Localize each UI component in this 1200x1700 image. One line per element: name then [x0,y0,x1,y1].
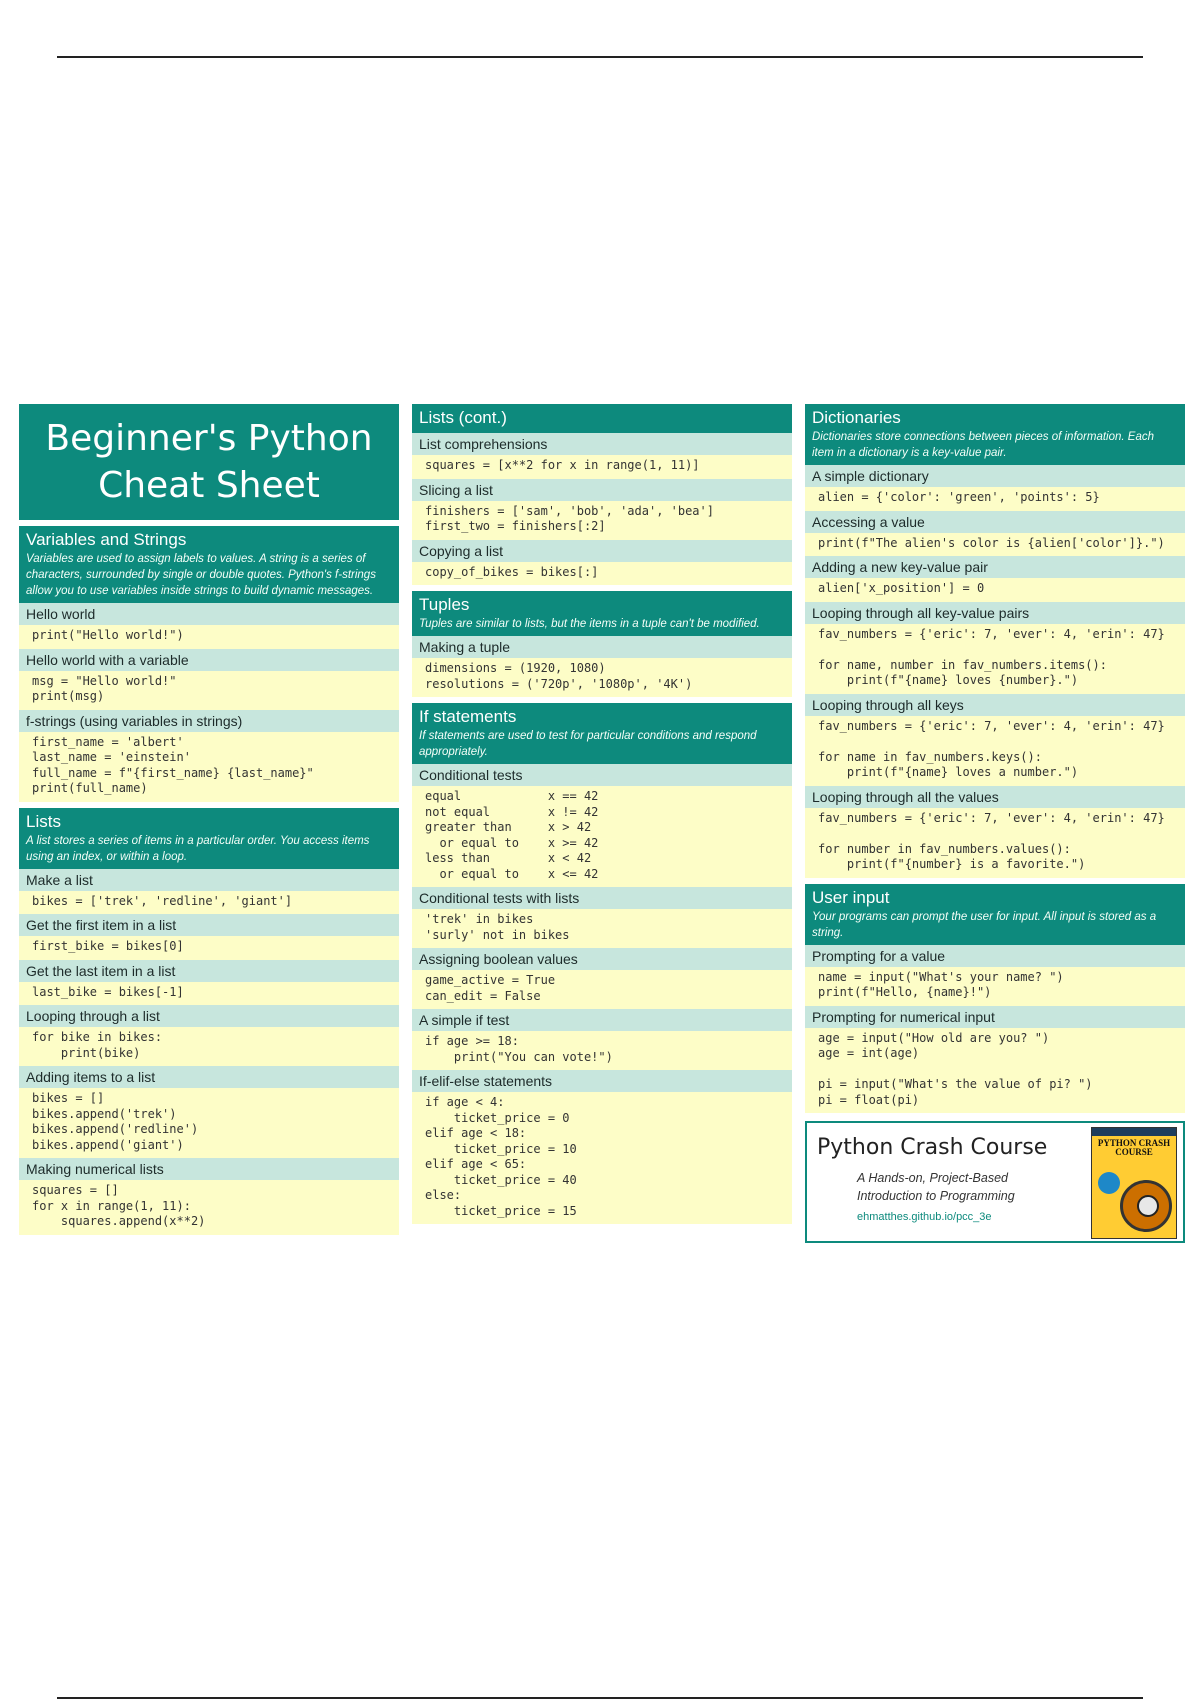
subsection-heading: Adding items to a list [19,1066,399,1088]
section-title: Lists [26,811,61,831]
subsection-heading: A simple if test [412,1009,792,1031]
subsection-heading: Get the first item in a list [19,914,399,936]
section-header [805,884,1185,945]
code-example: squares = [] for x in range(1, 11): squares.append(x**2) [32,1183,206,1228]
section-title: Lists (cont.) [419,408,507,427]
subsection-heading: Hello world with a variable [19,649,399,671]
promo-url-link[interactable]: ehmatthes.github.io/pcc_3e [857,1211,992,1223]
subsection-heading: Accessing a value [805,511,1185,533]
subsection-heading: Prompting for numerical input [805,1006,1185,1028]
section-description: A list stores a series of items in a particular order. You access items using an index, or within a loop. [26,834,370,863]
code-example: first_name = 'albert' last_name = 'einstein' full_name = f"{first_name} {last_name}" print(full_name) [32,734,314,795]
subsection-heading: Get the last item in a list [19,960,399,982]
book-cover-band [1092,1128,1176,1136]
section-header [19,526,399,603]
code-example: if age < 4: ticket_price = 0 elif age < 18: ticket_price = 10 elif age < 65: ticket_price = 40 else: ticket_price = 15 [425,1095,577,1218]
code-example: if age >= 18: print("You can vote!") [425,1034,613,1064]
subsection-heading: Copying a list [412,540,792,562]
code-example: dimensions = (1920, 1080) resolutions = ('720p', '1080p', '4K') [425,661,693,691]
section-title: If statements [419,707,517,726]
section-title: User input [812,887,890,907]
code-example: 'trek' in bikes 'surly' not in bikes [425,912,570,942]
subsection-heading: Hello world [19,603,399,625]
subsection-heading: Slicing a list [412,479,792,501]
column-1-sections [19,526,399,1241]
subsection-heading: A simple dictionary [805,465,1185,487]
code-example: fav_numbers = {'eric': 7, 'ever': 4, 'erin': 47} for number in fav_numbers.values(): print(f"{number} is a favorite.") [818,810,1165,871]
code-example: fav_numbers = {'eric': 7, 'ever': 4, 'erin': 47} for name, number in fav_numbers.items(): print(f"{name} loves {number}.") [818,626,1165,687]
section-title: Tuples [419,595,470,614]
code-example: last_bike = bikes[-1] [32,984,184,999]
book-cover-title: PYTHON CRASH COURSE [1097,1138,1171,1157]
code-example: bikes = ['trek', 'redline', 'giant'] [32,893,293,908]
subsection-heading: List comprehensions [412,433,792,455]
title-line-2: Cheat Sheet [98,465,320,506]
section-description: Tuples are similar to lists, but the items in a tuple can't be modified. [419,618,760,630]
subsection-heading: If-elif-else statements [412,1070,792,1092]
section-title: Variables and Strings [26,530,187,549]
section-lists-cont [412,404,792,585]
book-cover-snake-art-icon [1120,1180,1172,1232]
cheat-sheet [19,404,1186,1294]
section-dictionaries [805,404,1185,878]
section-lists [19,808,399,1235]
code-example: print("Hello world!") [32,628,184,642]
subsection-heading: f-strings (using variables in strings) [19,710,399,732]
code-example: age = input("How old are you? ") age = int(age) pi = input("What's the value of pi? ") pi = float(pi) [818,1030,1093,1107]
subsection-heading: Looping through all key-value pairs [805,602,1185,624]
promo-title: Python Crash Course [817,1135,1048,1160]
subsection-heading: Making numerical lists [19,1158,399,1180]
promo-subtitle-line-1: A Hands-on, Project-Based [857,1171,1009,1185]
subsection-heading: Conditional tests [412,764,792,786]
book-edition-badge-icon [1098,1172,1120,1194]
column-1 [19,404,399,1241]
code-example: equal x == 42 not equal x != 42 greater than x > 42 or equal to x >= 42 less than x < 42 or equal to x <= 42 [425,789,599,881]
column-3 [805,404,1185,1243]
cheat-sheet-title [19,404,399,520]
section-header [412,404,792,433]
subsection-heading: Conditional tests with lists [412,887,792,909]
subsection-heading: Making a tuple [412,636,792,658]
column-2-sections [412,404,792,1230]
section-description: Your programs can prompt the user for input. All input is stored as a string. [812,910,1157,939]
code-example: finishers = ['sam', 'bob', 'ada', 'bea'] first_two = finishers[:2] [425,503,714,533]
book-promo [805,1121,1185,1243]
section-header [19,808,399,869]
code-example: msg = "Hello world!" print(msg) [32,673,177,703]
subsection-heading: Looping through a list [19,1005,399,1027]
column-2 [412,404,792,1230]
code-example: for bike in bikes: print(bike) [32,1030,163,1060]
book-cover-image [1091,1127,1177,1239]
section-header [412,591,792,636]
code-example: print(f"The alien's color is {alien['color']}.") [818,535,1165,550]
code-example: fav_numbers = {'eric': 7, 'ever': 4, 'erin': 47} for name in fav_numbers.keys(): print(f"{name} loves a number.") [818,718,1165,779]
section-tuples [412,591,792,697]
section-variables-and-strings [19,526,399,802]
title-line-1: Beginner's Python [45,418,373,459]
subsection-heading: Adding a new key-value pair [805,556,1185,578]
bottom-rule [57,1697,1143,1699]
column-3-sections [805,404,1185,1119]
subsection-heading: Make a list [19,869,399,891]
code-example: alien = {'color': 'green', 'points': 5} [818,490,1100,504]
section-description: Variables are used to assign labels to values. A string is a series of characters, surrounded by single or double quotes. Python's f-strings allow you to use variables inside strings to build dynamic messages. [26,553,376,597]
section-user-input [805,884,1185,1114]
subsection-heading: Looping through all keys [805,694,1185,716]
code-example: copy_of_bikes = bikes[:] [425,564,599,579]
promo-subtitle-line-2: Introduction to Programming [857,1189,1015,1203]
code-example: first_bike = bikes[0] [32,939,184,953]
promo-subtitle [857,1169,1015,1205]
subsection-heading: Prompting for a value [805,945,1185,967]
code-example: alien['x_position'] = 0 [818,581,985,595]
code-example: name = input("What's your name? ") print(f"Hello, {name}!") [818,969,1064,999]
subsection-heading: Assigning boolean values [412,948,792,970]
section-header [805,404,1185,465]
code-example: squares = [x**2 for x in range(1, 11)] [425,458,700,472]
section-header [412,703,792,764]
section-description: Dictionaries store connections between pieces of information. Each item in a dictionary is a key-value pair. [812,431,1154,459]
code-example: game_active = True can_edit = False [425,973,556,1003]
section-if-statements [412,703,792,1224]
subsection-heading: Looping through all the values [805,786,1185,808]
code-example: bikes = [] bikes.append('trek') bikes.append('redline') bikes.append('giant') [32,1091,199,1152]
section-title: Dictionaries [812,408,901,427]
section-description: If statements are used to test for particular conditions and respond appropriately. [419,730,757,758]
top-rule [57,56,1143,58]
